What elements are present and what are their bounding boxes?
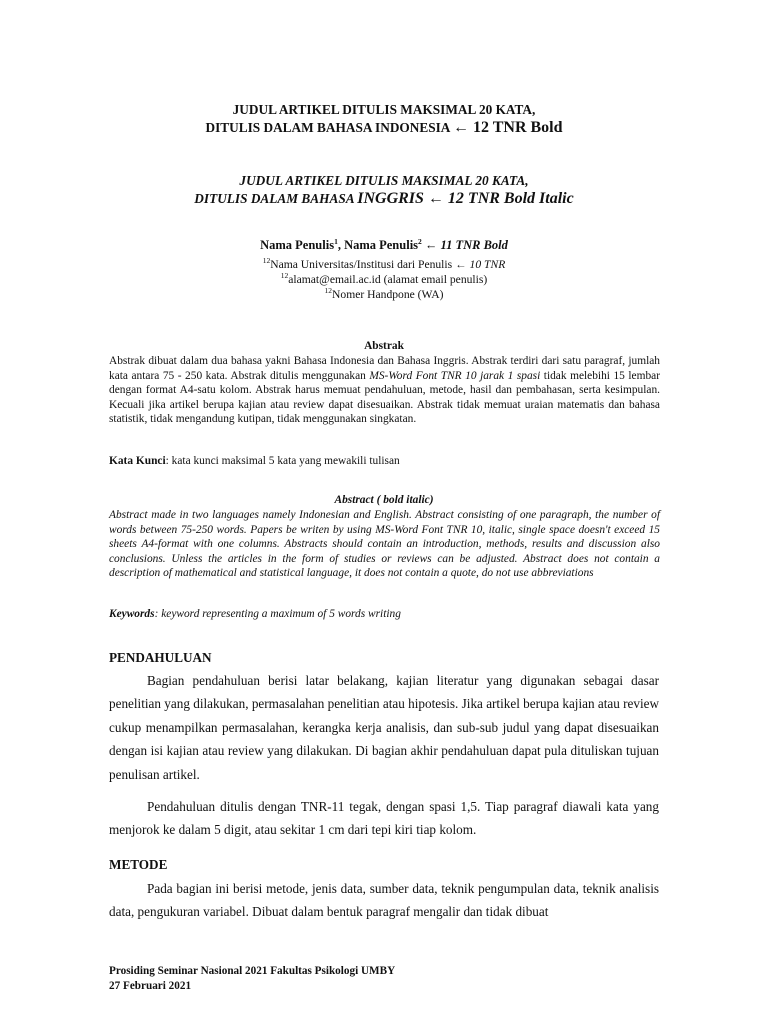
author-line: Nama Penulis$^1$, Nama Penulis$^2$ ← 11 TNR Bold — [260, 237, 508, 252]
title-id-line1: JUDUL ARTIKEL DITULIS MAKSIMAL 20 KATA, — [232, 102, 536, 117]
affiliation-email: $^{12}$alamat@email.ac.id (alamat email penulis) — [280, 271, 488, 286]
title-en-line2: DITULIS DALAM BAHASA INGGRIS ← 12 TNR Bold Italic — [194, 190, 574, 207]
footer-date: 27 Februari 2021 — [109, 979, 192, 992]
pendahuluan-body — [109, 669, 659, 842]
affiliations — [0, 257, 768, 302]
kata-kunci — [109, 455, 400, 467]
keywords — [109, 608, 401, 620]
title-id-line2: DITULIS DALAM BAHASA INDONESIA ← 12 TNR Bold — [205, 119, 563, 136]
abstract-heading: Abstract ( bold italic) — [334, 494, 434, 506]
metode-body — [109, 877, 659, 924]
footer-proceedings: Prosiding Seminar Nasional 2021 Fakultas Psikologi UMBY — [109, 965, 396, 977]
abstrak-body: Abstrak dibuat dalam dua bahasa yakni Bahasa Indonesia dan Bahasa Inggris. Abstrak terdiri dari satu paragraf, jumlah kata antara 75 - 250 kata. Abstrak ditulis menggunakan MS-Word Font TNR 10 jarak 1 spasi tidak melebihi 15 lembar dengan format A4-satu kolom. Abstrak harus memuat pendahuluan, metode, hasil dan pembahasan, serta kesimpulan. Kecuali jika artikel berupa kajian atau review dapat disesuaikan. Abstrak tidak memuat uraian matematis dan bahasa statistik, tidak mengandung kutipan, tidak menggunakan singkatan. — [109, 355, 660, 426]
section-heading-metode: METODE — [109, 857, 168, 872]
title-en-line1: JUDUL ARTIKEL DITULIS MAKSIMAL 20 KATA, — [239, 173, 529, 188]
title-id-note: ← 12 TNR Bold — [453, 119, 563, 136]
title-en-note: ← 12 TNR Bold Italic — [423, 190, 574, 207]
page-footer — [109, 964, 395, 993]
keywords-label: Keywords — [109, 608, 155, 620]
author-note: ← 11 TNR Bold — [421, 238, 508, 252]
abstrak-heading: Abstrak — [364, 340, 404, 352]
keywords-value: : keyword representing a maximum of 5 words writing — [154, 608, 401, 620]
title-indonesian — [0, 101, 768, 137]
author-2: Nama Penulis — [344, 238, 419, 252]
kata-kunci-value: : kata kunci maksimal 5 kata yang mewakili tulisan — [165, 455, 400, 467]
section-heading-pendahuluan: PENDAHULUAN — [109, 650, 212, 665]
affiliation-phone: $^{12}$Nomer Handpone (WA) — [324, 286, 444, 301]
title-english — [0, 172, 768, 208]
kata-kunci-label: Kata Kunci — [109, 455, 166, 467]
pendahuluan-paragraph-2: Pendahuluan ditulis dengan TNR-11 tegak, dengan spasi 1,5. Tiap paragraf diawali kata yang menjorok ke dalam 5 digit, atau sekitar 1 cm dari tepi kiri tiap kolom. — [109, 799, 659, 838]
author-1: Nama Penulis — [260, 238, 335, 252]
affiliation-institution: $^{12}$Nama Universitas/Institusi dari Penulis ← 10 TNR — [262, 256, 506, 271]
pendahuluan-paragraph-1: Bagian pendahuluan berisi latar belakang, kajian literatur yang digunakan sebagai dasar penelitian yang dilakukan, permasalahan penelitian atau hipotesis. Jika artikel berupa kajian atau review cukup menampilkan permasalahan, kerangka kerja analisis, dan sub-sub judul yang dapat disesuaikan dengan isi kajian atau review yang dilakukan. Di bagian akhir pendahuluan dapat pula dituliskan tujuan penulisan artikel. — [109, 673, 660, 782]
abstract-body: Abstract made in two languages namely Indonesian and English. Abstract consisting of one paragraph, the number of words between 75-250 words. Papers be writen by using MS-Word Font TNR 10, italic, single space doesn't exceed 15 sheets A4-format with one columns. Abstracts should contain an introduction, methods, results and discussion also conclusions. Unless the articles in the form of studies or reviews can be adjusted. Abstract does not contain a description of mathematical and statistical language, it does not contain a quote, do not use abbreviations — [109, 509, 660, 580]
metode-paragraph-1: Pada bagian ini berisi metode, jenis data, sumber data, teknik pengumpulan data, teknik analisis data, pengukuran variabel. Dibuat dalam bentuk paragraf mengalir dan tidak dibuat — [109, 881, 659, 920]
